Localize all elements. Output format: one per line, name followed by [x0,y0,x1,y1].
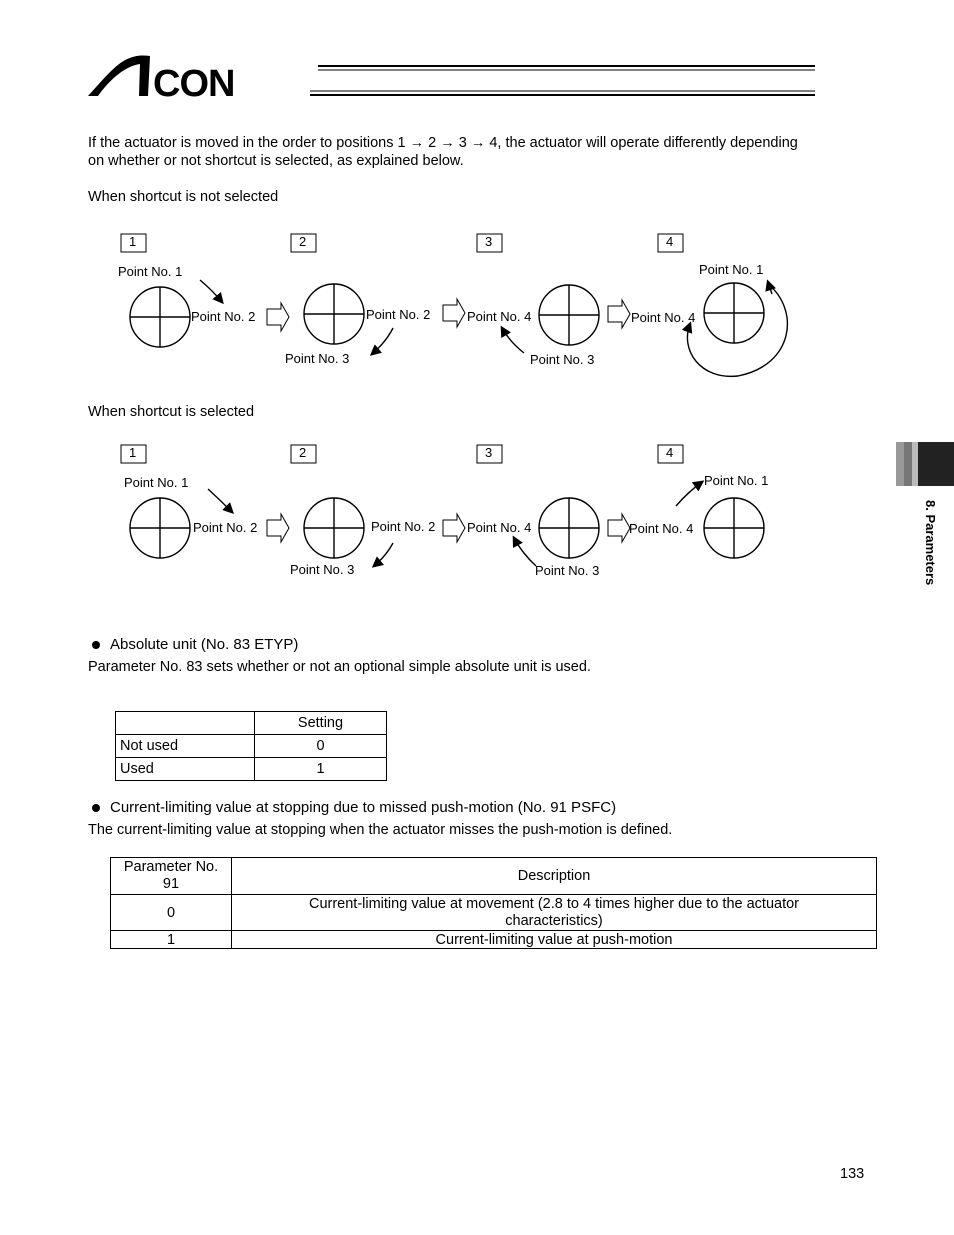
sel-label-point4-b: Point No. 4 [629,521,694,536]
current-limit-table [110,857,877,949]
label-point1-a: Point No. 1 [118,264,183,279]
cl-table-row-param: 0 [111,895,232,931]
cl-table-header-desc: Description [232,858,877,895]
abs-table-header-blank [116,712,255,735]
heading-not-selected: When shortcut is not selected [88,189,279,205]
heading-selected: When shortcut is selected [88,404,255,420]
label-point4-a: Point No. 4 [467,309,532,324]
label-point2-a: Point No. 2 [191,309,256,324]
current-limit-desc: The current-limiting value at stopping when the actuator misses the push-motion is defined. [88,822,673,838]
label-point3-b: Point No. 3 [530,352,595,367]
cl-table-row-param: 1 [111,931,232,949]
sel-label-point2-b: Point No. 2 [371,519,436,534]
abs-table-header-setting: Setting [255,712,387,735]
label-point1-b: Point No. 1 [699,262,764,277]
abs-table-row-label: Not used [116,735,255,758]
sel-step-3-number: 3 [485,445,493,460]
label-point3-a: Point No. 3 [285,351,350,366]
sel-label-point1-a: Point No. 1 [124,475,189,490]
intro-line-1: If the actuator is moved in the order to positions 1 → 2 → 3 → 4, the actuator will operate differently depending [88,135,798,151]
sel-label-point3-b: Point No. 3 [535,563,600,578]
sel-label-point2-a: Point No. 2 [193,520,258,535]
current-limit-heading: Current-limiting value at stopping due to missed push-motion (No. 91 PSFC) [110,799,617,816]
bullet-icon [92,804,100,812]
cl-table-row-desc: Current-limiting value at push-motion [232,931,877,949]
sel-label-point1-b: Point No. 1 [704,473,769,488]
step-4-number: 4 [666,234,674,249]
step-1-number: 1 [129,234,137,249]
svg-text:CON: CON [153,63,235,105]
sel-step-1-number: 1 [129,445,137,460]
label-point2-b: Point No. 2 [366,307,431,322]
sel-label-point4-a: Point No. 4 [467,520,532,535]
intro-line-2: on whether or not shortcut is selected, as explained below. [88,153,464,169]
abs-table-row-label: Used [116,758,255,781]
step-3-number: 3 [485,234,493,249]
page-number: 133 [840,1166,865,1182]
abs-unit-desc: Parameter No. 83 sets whether or not an optional simple absolute unit is used. [88,659,591,675]
bullet-icon [92,641,100,649]
sel-label-point3-a: Point No. 3 [290,562,355,577]
chapter-label: 8. Parameters [923,500,938,586]
abs-unit-heading: Absolute unit (No. 83 ETYP) [110,636,299,653]
chapter-tab [896,442,954,486]
step-2-number: 2 [299,234,307,249]
cl-table-header-param: Parameter No. 91 [111,858,232,895]
sel-step-2-number: 2 [299,445,307,460]
sel-step-4-number: 4 [666,445,674,460]
abs-unit-table [115,711,387,781]
label-point4-b: Point No. 4 [631,310,696,325]
cl-table-row-desc: Current-limiting value at movement (2.8 to 4 times higher due to the actuator characteristics) [232,895,877,931]
abs-table-row-value: 1 [255,758,387,781]
abs-table-row-value: 0 [255,735,387,758]
